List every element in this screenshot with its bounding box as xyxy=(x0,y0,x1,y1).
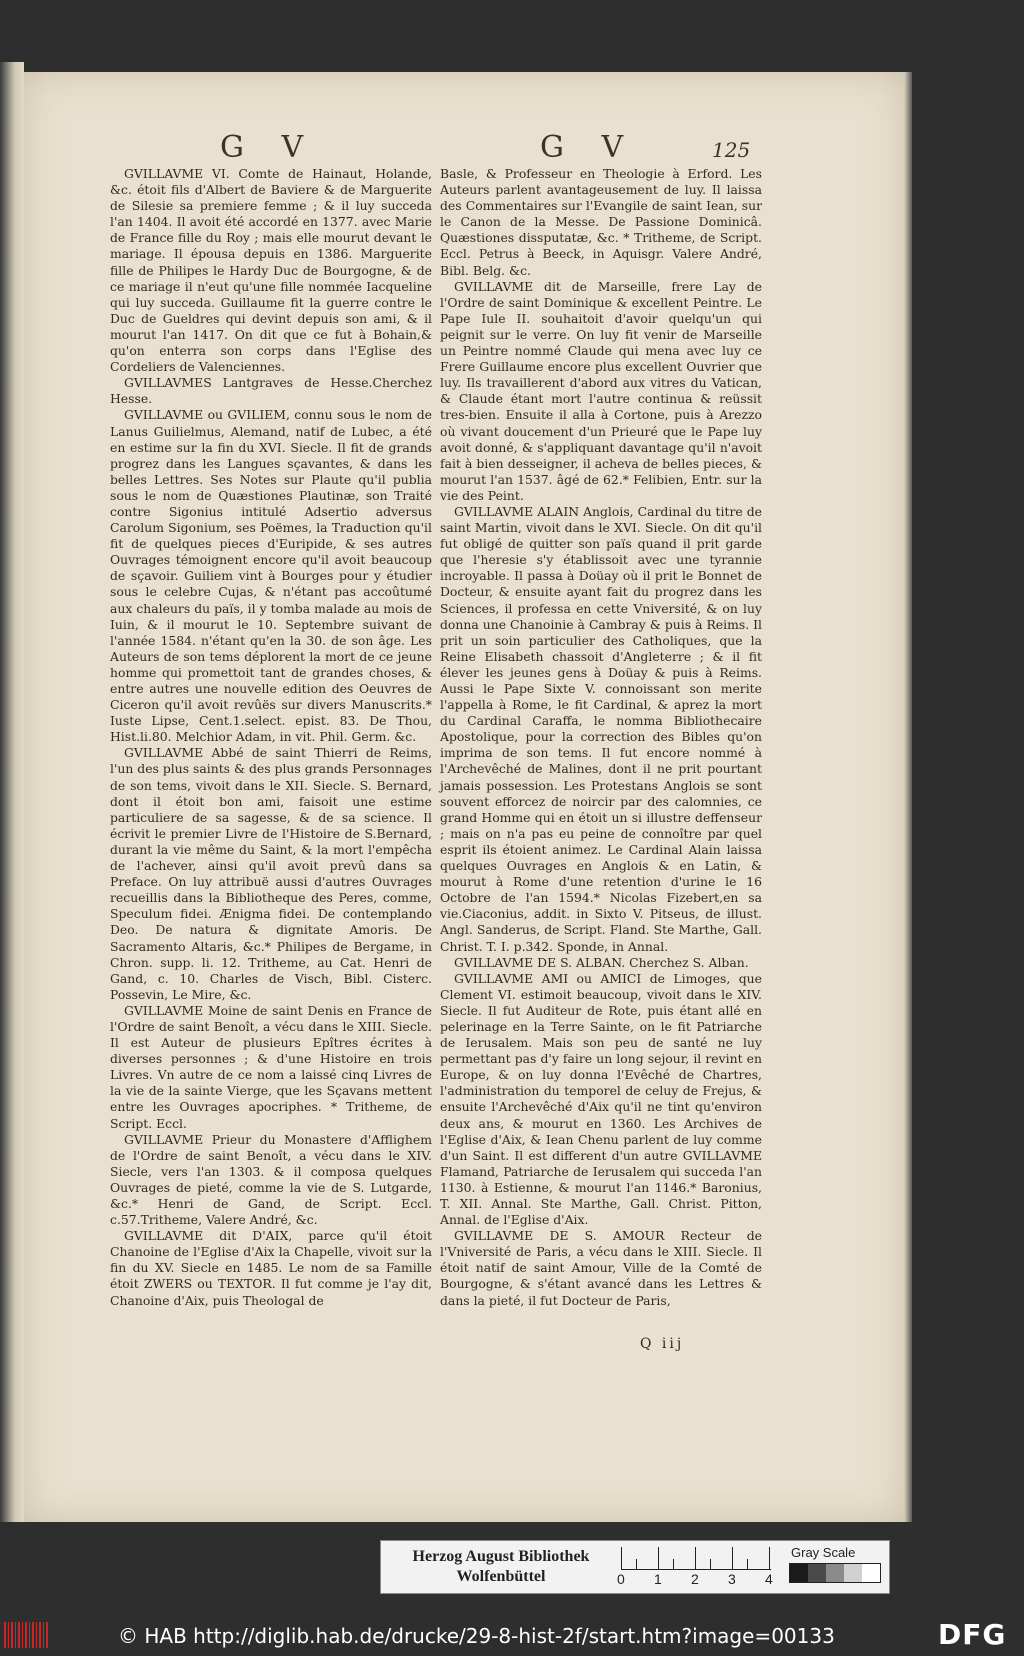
scale-number: 1 xyxy=(654,1571,662,1587)
library-line-2: Wolfenbüttel xyxy=(456,1568,546,1585)
copyright-credit: © HAB http://diglib.hab.de/drucke/29-8-hist-2f/start.htm?image=00133 xyxy=(118,1624,835,1648)
scale-ruler xyxy=(621,1547,771,1570)
facing-page-edge xyxy=(0,62,24,1522)
ruler-tick xyxy=(621,1547,622,1569)
entry-moine-saint-denis: GVILLAVME Moine de saint Denis en France de l'Ordre de saint Benoît, a vécu dans le XIII. Siecle. Il est Auteur de plusieurs Epîtres écrites à diverses personnes ; & d'une Histoire en trois Livres. Vn autre de ce nom a laissé cinq Livres de la vie de la sainte Vierge, que les Sçavans mettent entre les Ouvrages apocriphes. * Tritheme, de Script. Eccl. xyxy=(110,1002,432,1131)
ruler-tick xyxy=(636,1559,637,1569)
running-head-right: G V xyxy=(540,130,638,165)
dfg-logo: DFG xyxy=(938,1618,1007,1651)
entry-dit-daix: GVILLAVME dit D'AIX, parce qu'il étoit Chanoine de l'Eglise d'Aix la Chapelle, vivoit sur la fin du XV. Siecle en 1485. Le nom de sa Famille étoit ZWERS ou TEXTOR. Il fut comme je l'ay dit, Chanoine d'Aix, puis Theologal de xyxy=(110,1228,432,1308)
signature-mark: Q iij xyxy=(640,1336,685,1352)
ruler-tick xyxy=(695,1547,696,1569)
grayscale-label: Gray Scale xyxy=(791,1545,856,1560)
entry-guillaumes-lantgraves: GVILLAVMES Lantgraves de Hesse.Cherchez Hesse. xyxy=(110,375,432,407)
entry-ami: GVILLAVME AMI ou AMICI de Limoges, que Clement VI. estimoit beaucoup, vivoit dans le XIV. Siecle. Il fut Auditeur de Rote, puis étant allé en pelerinage en la Terre Sainte, on le fit Patriarche de Ierusalem. Mais son peu de santé ne luy permettant pas d'y faire un long sejour, il revint en Europe, & on luy donna l'Evêché de Chartres, l'administration du temporel de celuy de Frejus, & ensuite l'Archevêché d'Aix qu'il ne tint qu'environ deux ans, & mourut en 1360. Les Archives de l'Eglise d'Aix, & Iean Chenu parlent de luy comme d'un Saint. Il est different d'un autre GVILLAVME Flamand, Patriarche de Ierusalem qui succeda l'an 1130. à Estienne, & mourut l'an 1146.* Baronius, T. XII. Annal. Ste Marthe, Gall. Christ. Pitton, Annal. de l'Eglise d'Aix. xyxy=(440,970,762,1228)
entry-saint-amour: GVILLAVME DE S. AMOUR Recteur de l'Vniversité de Paris, a vécu dans le XIII. Siecle. Il étoit natif de saint Amour, Ville de la Comté de Bourgogne, & s'étant avancé dans les Lettres & dans la pieté, il fut Docteur de Paris, xyxy=(440,1228,762,1308)
ruler-tick xyxy=(769,1547,770,1569)
ruler-tick xyxy=(747,1559,748,1569)
grayscale-swatches xyxy=(789,1563,881,1583)
page-shadow-edge xyxy=(904,72,912,1522)
page-number: 125 xyxy=(712,138,751,162)
color-scale-strip xyxy=(380,1540,890,1594)
entry-abbe-saint-thierri: GVILLAVME Abbé de saint Thierri de Reims, l'un des plus saints & des plus grands Personnages de son tems, vivoit dans le XII. Siecle. S. Bernard, dont il étoit bon ami, faisoit une estime particuliere de sa sagesse, & de sa science. Il écrivit le premier Livre de l'Histoire de S.Bernard, durant la vie même du Saint, & la mort l'empêcha de l'achever, ainsi qu'il avoit prevû dans sa Preface. On luy attribuë aussi d'autres Ouvrages recueillis dans la Bibliotheque des Peres, comme, Speculum fidei. Ænigma fidei. De contemplando Deo. De natura & dignitate Amoris. De Sacramento Altaris, &c.* Philipes de Bergame, in Chron. supp. li. 12. Tritheme, au Cat. Henri de Gand, c. 10. Charles de Visch, Bibl. Cisterc. Possevin, Le Mire, &c. xyxy=(110,745,432,1002)
running-head-left: G V xyxy=(220,130,318,165)
ruler-tick xyxy=(710,1559,711,1569)
entry-de-marseille: GVILLAVME dit de Marseille, frere Lay de l'Ordre de saint Dominique & excellent Peintre. Le Pape Iule II. souhaitoit d'avoir quelqu'un qui peignit sur le verre. On luy fit venir de Marseille un Peintre nommé Claude qui mena avec luy ce Frere Guillaume encore plus excellent Ouvrier que luy. Ils travaillerent d'abord aux vitres du Vatican, & Claude étant mort l'autre continua & reüssit tres-bien. Ensuite il alla à Cortone, puis à Arezzo où vivant doucement d'un Prieuré que le Pape luy avoit donné, & s'appliquant davantage qu'il n'avoit fait à bien desseigner, il acheva de belles pieces, & mourut l'an 1537. âgé de 62.* Felibien, Entr. sur la vie des Peint. xyxy=(440,278,762,503)
gray-swatch xyxy=(790,1564,808,1582)
scale-number: 2 xyxy=(691,1571,699,1587)
entry-alain: GVILLAVME ALAIN Anglois, Cardinal du titre de saint Martin, vivoit dans le XVI. Siecle. On dit qu'il fut obligé de quitter son païs quand il prit garde que l'heresie s'y établissoit avec une tyrannie incroyable. Il passa à Doüay où il prit le Bonnet de Docteur, & ensuite ayant fait du progrez dans les Sciences, il professa en cette Vniversité, & on luy donna une Chanoinie à Cambray & puis à Reims. Il prit un soin particulier des Catholiques, que la Reine Elisabeth chassoit d'Angleterre ; & il fit élever les jeunes gens à Doüay & puis à Reims. Aussi le Pape Sixte V. connoissant son merite l'appella à Rome, le fit Cardinal, & aprez la mort du Cardinal Caraffa, le nomma Bibliothecaire Apostolique, pour la correction des Bibles qu'on imprima de son tems. Il fut encore nommé à l'Archevêché de Malines, dont il ne prit pourtant jamais possession. Les Protestans Anglois se sont souvent efforcez de noircir par des calomnies, ce grand Homme qui en étoit un si illustre deffenseur ; mais on n'a pas eu peine de connoître par quel esprit ils étoient animez. Le Cardinal Alain laissa quelques Ouvrages en Anglois & en Latin, & mourut à Rome d'une retention d'urine le 16 Octobre de l'an 1594.* Nicolas Fizebert,en sa vie.Ciaconius, addit. in Sixto V. Pitseus, de illust. Angl. Sanderus, de Script. Fland. Ste Marthe, Gall. Christ. T. I. p.342. Sponde, in Annal. xyxy=(440,503,762,954)
library-name xyxy=(401,1547,601,1587)
gray-swatch xyxy=(862,1564,880,1582)
entry-prieur-afflighem: GVILLAVME Prieur du Monastere d'Afflighem de l'Ordre de saint Benoît, a vécu dans le XIV. Siecle, vers l'an 1303. & il composa quelques Ouvrages de pieté, comme la vie de S. Lutgarde, &c.* Henri de Gand, de Script. Eccl. c.57.Tritheme, Valere André, &c. xyxy=(110,1131,432,1228)
scale-number: 0 xyxy=(617,1571,625,1587)
entry-guiliem: GVILLAVME ou GVILIEM, connu sous le nom de Lanus Guilielmus, Alemand, natif de Lubec, a été en estime sur la fin du XVI. Siecle. Il fit de grands progrez dans les Langues sçavantes, & dans les belles Lettres. Ses Notes sur Plaute qu'il publia sous le nom de Quæstiones Plautinæ, son Traité contre Sigonius intitulé Adsertio adversus Carolum Sigonium, ses Poëmes, la Traduction qu'il fit de quelques pieces d'Euripide, & ses autres Ouvrages témoignent encore qu'il avoit beaucoup de sçavoir. Guiliem vint à Bourges pour y étudier sous le celebre Cujas, & n'étant pas accoûtumé aux chaleurs du païs, il y tomba malade au mois de Iuin, & il mourut le 10. Septembre suivant de l'année 1584. n'étant qu'en la 30. de son âge. Les Auteurs de son tems déplorent la mort de ce jeune homme qui promettoit tant de grandes choses, & entre autres une nouvelle edition des Oeuvres de Ciceron qu'il avoit revûës sur divers Manuscrits.* Iuste Lipse, Cent.1.select. epist. 83. De Thou, Hist.li.80. Melchior Adam, in vit. Phil. Germ. &c. xyxy=(110,407,432,745)
entry-saint-alban: GVILLAVME DE S. ALBAN. Cherchez S. Alban. xyxy=(454,954,749,970)
ruler-tick xyxy=(732,1547,733,1569)
ruler-tick xyxy=(673,1559,674,1569)
bottom-credit-bar xyxy=(0,1610,1024,1656)
entry-continuation: Basle, & Professeur en Theologie à Erford. Les Auteurs parlent avantageusement de luy. Il laissa des Commentaires sur l'Evangile de saint Iean, sur le Canon de la Messe. De Passione Dominicâ. Quæstiones dissputatæ, &c. * Tritheme, de Script. Eccl. Petrus à Beeck, in Aquisgr. Valere André, Bibl. Belg. &c. xyxy=(440,166,762,278)
gray-swatch xyxy=(844,1564,862,1582)
gray-swatch xyxy=(826,1564,844,1582)
scale-number: 4 xyxy=(765,1571,773,1587)
gray-swatch xyxy=(808,1564,826,1582)
hab-barcode-icon xyxy=(4,1622,48,1648)
scale-number: 3 xyxy=(728,1571,736,1587)
left-column xyxy=(110,166,432,1309)
entry-guillaume-vi: GVILLAVME VI. Comte de Hainaut, Holande, &c. étoit fils d'Albert de Baviere & de Marguerite de Silesie sa premiere femme ; & il luy succeda l'an 1404. Il avoit été accordé en 1377. avec Marie de France fille du Roy ; mais elle mourut devant le mariage. Il épousa depuis en 1386. Marguerite fille de Philipes le Hardy Duc de Bourgogne, & de ce mariage il n'eut qu'une fille nommée Iacqueline qui luy succeda. Guillaume fit la guerre contre le Duc de Gueldres qui devint depuis son ami, & il mourut l'an 1417. On dit que ce fut à Bohain,& qu'on enterra son corps dans l'Eglise des Cordeliers de Valenciennes. xyxy=(110,166,432,375)
library-line-1: Herzog August Bibliothek xyxy=(412,1548,590,1565)
ruler-tick xyxy=(658,1547,659,1569)
right-column xyxy=(440,166,762,1309)
